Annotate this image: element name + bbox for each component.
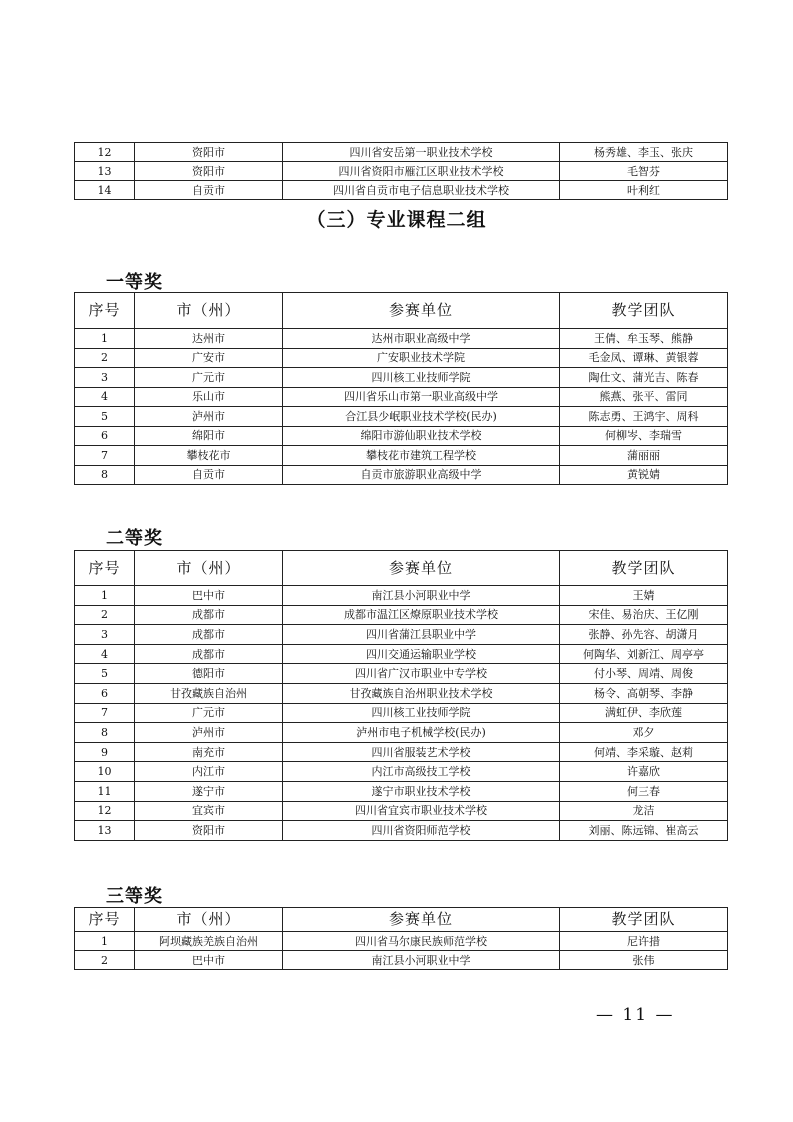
first-prize-heading: 一等奖 — [106, 272, 163, 293]
header-row — [75, 908, 728, 932]
cell-team: 王倩、牟玉琴、熊静 — [560, 329, 728, 349]
table-row — [75, 387, 728, 407]
cell-index: 14 — [75, 181, 135, 200]
header-row — [75, 551, 728, 586]
cell-unit: 自贡市旅游职业高级中学 — [283, 465, 560, 485]
first-prize-table — [74, 292, 728, 485]
cell-team: 宋佳、易治庆、王亿刚 — [560, 605, 728, 625]
section-title: （三）专业课程二组 — [306, 209, 487, 231]
table-row — [75, 426, 728, 446]
cell-team: 何靖、李采璇、赵莉 — [560, 742, 728, 762]
cell-city: 宜宾市 — [135, 801, 283, 821]
cell-unit: 南江县小河职业中学 — [283, 951, 560, 970]
cell-unit: 内江市高级技工学校 — [283, 762, 560, 782]
cell-city: 成都市 — [135, 625, 283, 645]
cell-city: 阿坝藏族羌族自治州 — [135, 932, 283, 951]
cell-team: 刘丽、陈远锦、崔高云 — [560, 821, 728, 841]
cell-team: 张静、孙先容、胡潇月 — [560, 625, 728, 645]
cell-unit: 四川省资阳师范学校 — [283, 821, 560, 841]
cell-city: 遂宁市 — [135, 781, 283, 801]
cell-index: 3 — [75, 625, 135, 645]
cell-city: 甘孜藏族自治州 — [135, 683, 283, 703]
cell-unit: 四川省蒲江县职业中学 — [283, 625, 560, 645]
header-row — [75, 293, 728, 329]
cell-team: 叶利红 — [560, 181, 728, 200]
table-row — [75, 781, 728, 801]
cell-unit: 四川核工业技师学院 — [283, 368, 560, 388]
cell-team: 熊燕、张平、雷同 — [560, 387, 728, 407]
cell-unit: 南江县小河职业中学 — [283, 586, 560, 606]
cell-index: 4 — [75, 387, 135, 407]
cell-index: 1 — [75, 586, 135, 606]
cell-city: 自贡市 — [135, 181, 283, 200]
continued-award-table — [74, 142, 728, 200]
cell-index: 13 — [75, 821, 135, 841]
table-row — [75, 143, 728, 162]
cell-unit: 四川省自贡市电子信息职业技术学校 — [283, 181, 560, 200]
cell-city: 资阳市 — [135, 821, 283, 841]
col-header-city: 市（州） — [135, 908, 283, 932]
cell-unit: 攀枝花市建筑工程学校 — [283, 446, 560, 466]
cell-city: 自贡市 — [135, 465, 283, 485]
cell-index: 7 — [75, 446, 135, 466]
table-row — [75, 723, 728, 743]
table-row — [75, 683, 728, 703]
cell-index: 2 — [75, 951, 135, 970]
cell-city: 泸州市 — [135, 407, 283, 427]
col-header-index: 序号 — [75, 908, 135, 932]
second-prize-table — [74, 550, 728, 841]
cell-team: 毛金凤、谭琳、黄银蓉 — [560, 348, 728, 368]
cell-index: 1 — [75, 329, 135, 349]
col-header-unit: 参赛单位 — [283, 293, 560, 329]
col-header-team: 教学团队 — [560, 908, 728, 932]
cell-city: 乐山市 — [135, 387, 283, 407]
cell-index: 11 — [75, 781, 135, 801]
cell-team: 邓夕 — [560, 723, 728, 743]
cell-unit: 绵阳市游仙职业技术学校 — [283, 426, 560, 446]
table-row — [75, 465, 728, 485]
table-row — [75, 762, 728, 782]
cell-unit: 遂宁市职业技术学校 — [283, 781, 560, 801]
cell-team: 许嘉欣 — [560, 762, 728, 782]
cell-unit: 四川省服装艺术学校 — [283, 742, 560, 762]
page-number: — 11 — — [596, 1005, 675, 1025]
table-row — [75, 703, 728, 723]
cell-city: 广安市 — [135, 348, 283, 368]
cell-city: 巴中市 — [135, 951, 283, 970]
col-header-team: 教学团队 — [560, 293, 728, 329]
cell-team: 杨令、高朝琴、李静 — [560, 683, 728, 703]
cell-unit: 四川省安岳第一职业技术学校 — [283, 143, 560, 162]
second-prize-heading: 二等奖 — [106, 528, 163, 549]
cell-city: 内江市 — [135, 762, 283, 782]
cell-index: 7 — [75, 703, 135, 723]
cell-city: 绵阳市 — [135, 426, 283, 446]
cell-city: 广元市 — [135, 368, 283, 388]
table-row — [75, 368, 728, 388]
col-header-team: 教学团队 — [560, 551, 728, 586]
table-row — [75, 605, 728, 625]
cell-index: 6 — [75, 426, 135, 446]
table-row — [75, 586, 728, 606]
cell-team: 毛智芬 — [560, 162, 728, 181]
cell-index: 5 — [75, 664, 135, 684]
cell-index: 2 — [75, 348, 135, 368]
table-row — [75, 446, 728, 466]
cell-team: 黄锐婧 — [560, 465, 728, 485]
cell-index: 6 — [75, 683, 135, 703]
table-row — [75, 162, 728, 181]
cell-team: 王婧 — [560, 586, 728, 606]
col-header-city: 市（州） — [135, 293, 283, 329]
cell-unit: 四川省广汉市职业中专学校 — [283, 664, 560, 684]
table-row — [75, 951, 728, 970]
cell-index: 8 — [75, 465, 135, 485]
col-header-unit: 参赛单位 — [283, 908, 560, 932]
cell-city: 攀枝花市 — [135, 446, 283, 466]
table-row — [75, 742, 728, 762]
cell-unit: 达州市职业高级中学 — [283, 329, 560, 349]
cell-index: 9 — [75, 742, 135, 762]
cell-index: 3 — [75, 368, 135, 388]
cell-index: 12 — [75, 143, 135, 162]
cell-unit: 四川省乐山市第一职业高级中学 — [283, 387, 560, 407]
table-row — [75, 821, 728, 841]
cell-team: 龙洁 — [560, 801, 728, 821]
cell-team: 付小琴、周靖、周俊 — [560, 664, 728, 684]
cell-team: 满虹伊、李欣莲 — [560, 703, 728, 723]
cell-index: 12 — [75, 801, 135, 821]
table-row — [75, 181, 728, 200]
cell-index: 4 — [75, 644, 135, 664]
cell-team: 蒲丽丽 — [560, 446, 728, 466]
cell-city: 广元市 — [135, 703, 283, 723]
cell-city: 达州市 — [135, 329, 283, 349]
cell-index: 1 — [75, 932, 135, 951]
table-row — [75, 348, 728, 368]
col-header-unit: 参赛单位 — [283, 551, 560, 586]
table-row — [75, 625, 728, 645]
cell-unit: 四川省资阳市雁江区职业技术学校 — [283, 162, 560, 181]
cell-unit: 泸州市电子机械学校(民办) — [283, 723, 560, 743]
col-header-index: 序号 — [75, 293, 135, 329]
cell-city: 巴中市 — [135, 586, 283, 606]
table-row — [75, 932, 728, 951]
cell-team: 张伟 — [560, 951, 728, 970]
cell-unit: 合江县少岷职业技术学校(民办) — [283, 407, 560, 427]
cell-team: 何三春 — [560, 781, 728, 801]
cell-city: 资阳市 — [135, 143, 283, 162]
third-prize-heading: 三等奖 — [106, 886, 163, 907]
table-row — [75, 329, 728, 349]
cell-city: 南充市 — [135, 742, 283, 762]
cell-city: 成都市 — [135, 644, 283, 664]
cell-team: 陶仕文、蒲光吉、陈春 — [560, 368, 728, 388]
cell-unit: 成都市温江区燎原职业技术学校 — [283, 605, 560, 625]
cell-city: 德阳市 — [135, 664, 283, 684]
col-header-index: 序号 — [75, 551, 135, 586]
cell-unit: 广安职业技术学院 — [283, 348, 560, 368]
cell-city: 成都市 — [135, 605, 283, 625]
cell-index: 5 — [75, 407, 135, 427]
cell-index: 10 — [75, 762, 135, 782]
cell-city: 泸州市 — [135, 723, 283, 743]
cell-unit: 甘孜藏族自治州职业技术学校 — [283, 683, 560, 703]
cell-unit: 四川省马尔康民族师范学校 — [283, 932, 560, 951]
cell-index: 13 — [75, 162, 135, 181]
cell-team: 杨秀雄、李玉、张庆 — [560, 143, 728, 162]
third-prize-table — [74, 907, 728, 970]
table-row — [75, 664, 728, 684]
cell-team: 陈志勇、王鸿宇、周科 — [560, 407, 728, 427]
table-row — [75, 801, 728, 821]
cell-unit: 四川省宜宾市职业技术学校 — [283, 801, 560, 821]
col-header-city: 市（州） — [135, 551, 283, 586]
table-row — [75, 644, 728, 664]
cell-unit: 四川核工业技师学院 — [283, 703, 560, 723]
cell-index: 8 — [75, 723, 135, 743]
cell-team: 何陶华、刘新江、周亭亭 — [560, 644, 728, 664]
table-row — [75, 407, 728, 427]
cell-unit: 四川交通运输职业学校 — [283, 644, 560, 664]
cell-team: 何柳岑、李瑞雪 — [560, 426, 728, 446]
cell-index: 2 — [75, 605, 135, 625]
cell-team: 尼许措 — [560, 932, 728, 951]
cell-city: 资阳市 — [135, 162, 283, 181]
